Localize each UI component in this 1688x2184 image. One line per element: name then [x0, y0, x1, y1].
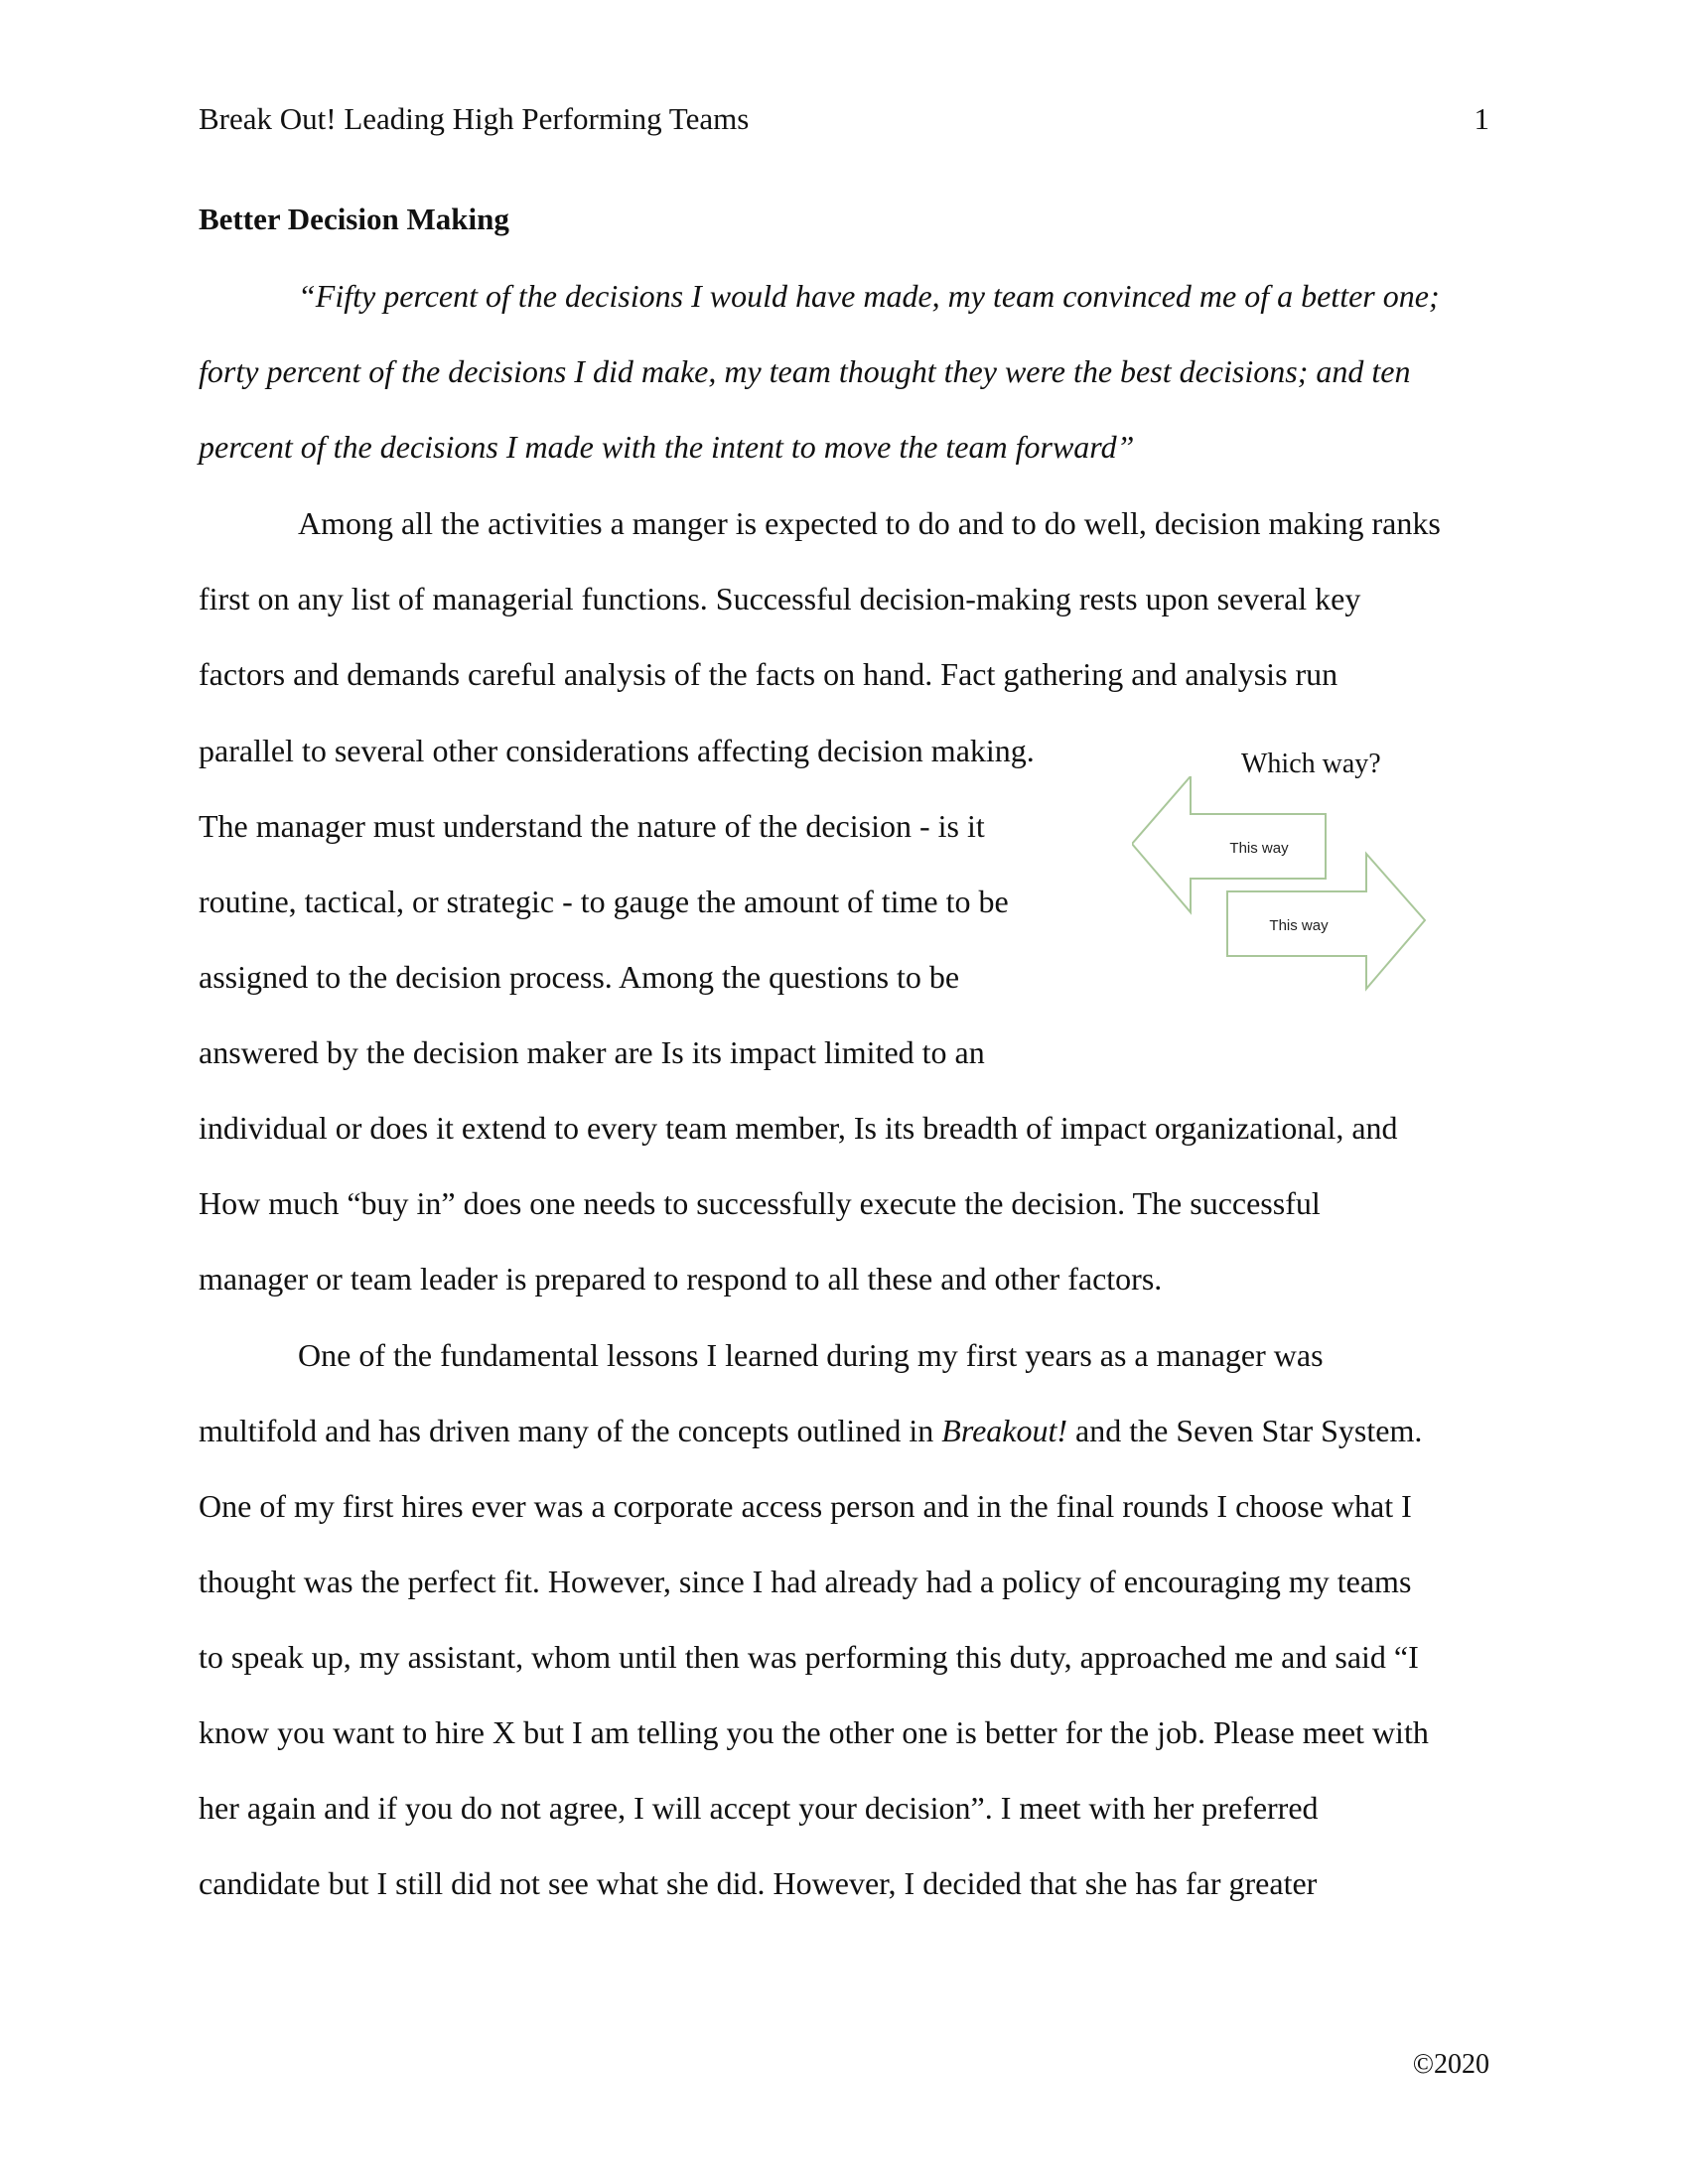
- paragraph-line: Among all the activities a manger is expected to do and to do well, decision making ranks: [298, 505, 1441, 541]
- paragraph-line: manager or team leader is prepared to respond to all these and other factors.: [199, 1261, 1163, 1297]
- book-title: Breakout!: [941, 1413, 1068, 1448]
- paragraph-line: to speak up, my assistant, whom until then was performing this duty, approached me and said “I: [199, 1639, 1419, 1675]
- running-header-title: Break Out! Leading High Performing Teams: [199, 101, 750, 136]
- quote-line: percent of the decisions I made with the intent to move the team forward”: [199, 429, 1135, 465]
- section-heading: Better Decision Making: [199, 202, 509, 236]
- arrows-graphic: [1132, 776, 1450, 1005]
- paragraph-line: know you want to hire X but I am telling you the other one is better for the job. Please meet with: [199, 1714, 1429, 1750]
- paragraph-line: factors and demands careful analysis of the facts on hand. Fact gathering and analysis run: [199, 656, 1338, 692]
- paragraph-line: assigned to the decision process. Among the questions to be: [199, 959, 960, 995]
- paragraph-line: The manager must understand the nature of the decision - is it: [199, 808, 985, 844]
- paragraph-line: parallel to several other considerations affecting decision making.: [199, 733, 1035, 768]
- quote-line: forty percent of the decisions I did make, my team thought they were the best decisions; and ten: [199, 353, 1411, 389]
- paragraph-text: multifold and has driven many of the concepts outlined in: [199, 1413, 942, 1448]
- paragraph-line: candidate but I still did not see what she did. However, I decided that she has far greater: [199, 1865, 1318, 1901]
- paragraph-line: One of the fundamental lessons I learned during my first years as a manager was: [298, 1337, 1324, 1373]
- quote-line: “Fifty percent of the decisions I would have made, my team convinced me of a better one;: [298, 278, 1440, 314]
- paragraph-line: thought was the perfect fit. However, since I had already had a policy of encouraging my teams: [199, 1564, 1412, 1599]
- paragraph-line: One of my first hires ever was a corporate access person and in the final rounds I choose what I: [199, 1488, 1412, 1524]
- paragraph-line: individual or does it extend to every team member, Is its breadth of impact organizational, and: [199, 1110, 1398, 1146]
- paragraph-line: How much “buy in” does one needs to successfully execute the decision. The successful: [199, 1185, 1321, 1221]
- copyright-footer: ©2020: [1412, 2049, 1489, 2080]
- right-arrow-label: This way: [1269, 917, 1329, 934]
- paragraph-line: her again and if you do not agree, I will accept your decision”. I meet with her preferred: [199, 1790, 1319, 1826]
- figure-title: Which way?: [1241, 749, 1381, 779]
- which-way-figure: [1132, 737, 1450, 1005]
- paragraph-line: first on any list of managerial functions. Successful decision-making rests upon several key: [199, 581, 1361, 616]
- paragraph-text: and the Seven Star System.: [1067, 1413, 1423, 1448]
- left-arrow-label: This way: [1229, 840, 1289, 857]
- paragraph-line-with-title: [199, 1411, 1422, 1450]
- paragraph-line: answered by the decision maker are Is its impact limited to an: [199, 1034, 985, 1070]
- paragraph-line: routine, tactical, or strategic - to gauge the amount of time to be: [199, 884, 1009, 919]
- page-number: 1: [1474, 101, 1489, 136]
